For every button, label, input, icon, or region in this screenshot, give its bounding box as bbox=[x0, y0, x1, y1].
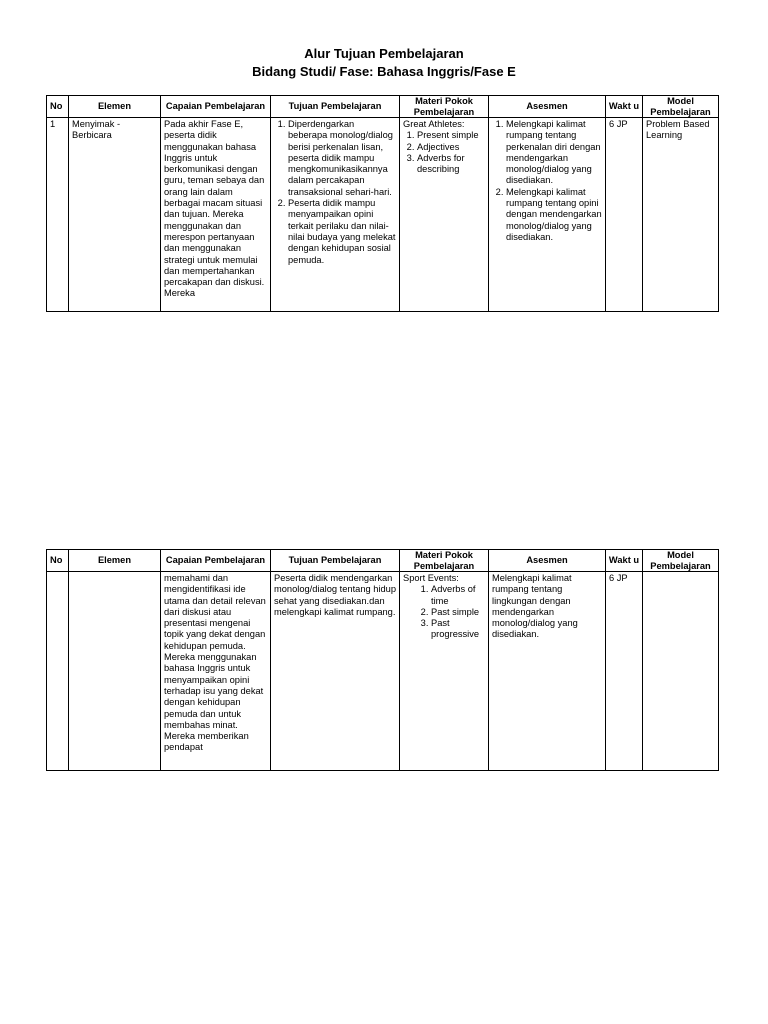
atp-table-2 bbox=[46, 549, 719, 771]
tujuan-item: 1. Diperdengarkan beberapa monolog/dialog berisi perkenalan lisan, peserta didik mampu mengkomunikasikannya dalam percakapan transaksional sehari-hari. bbox=[288, 119, 396, 198]
col-header-model: Model Pembelajaran bbox=[643, 550, 719, 572]
col-header-waktu: Wakt u bbox=[606, 550, 643, 572]
col-header-tujuan: Tujuan Pembelajaran bbox=[271, 96, 400, 118]
cell-tujuan: Peserta didik mendengarkan monolog/dialog tentang hidup sehat yang disediakan.dan melengkapi kalimat rumpang. bbox=[271, 572, 400, 771]
cell-waktu: 6 JP bbox=[606, 572, 643, 771]
materi-item: 1. Adverbs of time bbox=[431, 584, 485, 607]
col-header-materi: Materi Pokok Pembelajaran bbox=[400, 550, 489, 572]
cell-capaian: Pada akhir Fase E, peserta didik menggunakan bahasa Inggris untuk berkomunikasi dengan guru, teman sebaya dan orang lain dalam berbagai macam situasi dan tujuan. Mereka menggunakan dan merespon pertanyaan dan menggunakan strategi untuk memulai dan mempertahankan percakapan dan diskusi. Mereka bbox=[161, 118, 271, 312]
cell-tujuan bbox=[271, 118, 400, 312]
cell-materi bbox=[400, 572, 489, 771]
col-header-no: No bbox=[47, 550, 69, 572]
materi-item: 1. Present simple bbox=[417, 130, 485, 141]
atp-table-1 bbox=[46, 95, 719, 312]
cell-asesmen bbox=[489, 118, 606, 312]
cell-waktu: 6 JP bbox=[606, 118, 643, 312]
col-header-asesmen: Asesmen bbox=[489, 550, 606, 572]
col-header-model: Model Pembelajaran bbox=[643, 96, 719, 118]
materi-heading: Sport Events: bbox=[403, 573, 459, 583]
col-header-elemen: Elemen bbox=[69, 550, 161, 572]
materi-heading: Great Athletes: bbox=[403, 119, 465, 129]
table-row bbox=[47, 118, 719, 312]
cell-model: Problem Based Learning bbox=[643, 118, 719, 312]
cell-capaian: memahami dan mengidentifikasi ide utama dan detail relevan dari diskusi atau presentasi mengenai topik yang dekat dengan kehidupan pemuda. Mereka menggunakan bahasa Inggris untuk menyampaikan opini terhadap isu yang dekat dengan kehidupan pemuda dan untuk membahas minat. Mereka memberikan pendapat bbox=[161, 572, 271, 771]
cell-elemen bbox=[69, 572, 161, 771]
page-title: Alur Tujuan Pembelajaran bbox=[304, 46, 464, 61]
table-header-row bbox=[47, 96, 719, 118]
cell-elemen: Menyimak - Berbicara bbox=[69, 118, 161, 312]
col-header-capaian: Capaian Pembelajaran bbox=[161, 550, 271, 572]
materi-item: 2. Adjectives bbox=[417, 142, 485, 153]
cell-asesmen: Melengkapi kalimat rumpang tentang lingkungan dengan mendengarkan monolog/dialog yang disediakan. bbox=[489, 572, 606, 771]
asesmen-item: 2. Melengkapi kalimat rumpang tentang opini dengan mendengarkan monolog/dialog yang disediakan. bbox=[506, 187, 602, 243]
tujuan-item: 2. Peserta didik mampu menyampaikan opini terkait perilaku dan nilai-nilai budaya yang melekat dengan kehidupan sosial pemuda. bbox=[288, 198, 396, 266]
col-header-materi: Materi Pokok Pembelajaran bbox=[400, 96, 489, 118]
cell-materi bbox=[400, 118, 489, 312]
cell-no: 1 bbox=[47, 118, 69, 312]
table-header-row bbox=[47, 550, 719, 572]
cell-model bbox=[643, 572, 719, 771]
page-subtitle: Bidang Studi/ Fase: Bahasa Inggris/Fase E bbox=[252, 64, 516, 79]
col-header-no: No bbox=[47, 96, 69, 118]
materi-item: 2. Past simple bbox=[431, 607, 485, 618]
col-header-asesmen: Asesmen bbox=[489, 96, 606, 118]
materi-item: 3. Past progressive bbox=[431, 618, 485, 641]
col-header-capaian: Capaian Pembelajaran bbox=[161, 96, 271, 118]
table-row bbox=[47, 572, 719, 771]
col-header-waktu: Wakt u bbox=[606, 96, 643, 118]
col-header-elemen: Elemen bbox=[69, 96, 161, 118]
cell-no bbox=[47, 572, 69, 771]
col-header-tujuan: Tujuan Pembelajaran bbox=[271, 550, 400, 572]
asesmen-item: 1. Melengkapi kalimat rumpang tentang perkenalan diri dengan mendengarkan monolog/dialog yang disediakan. bbox=[506, 119, 602, 187]
materi-item: 3. Adverbs for describing bbox=[417, 153, 485, 176]
